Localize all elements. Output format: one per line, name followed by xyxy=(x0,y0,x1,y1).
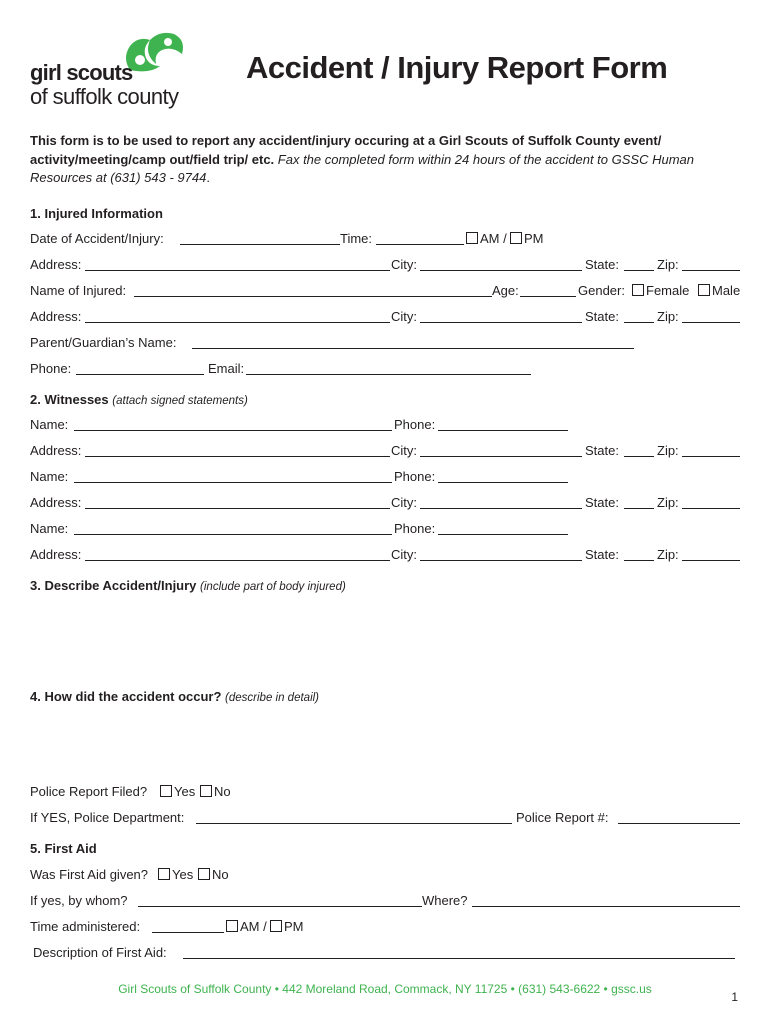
logo-line-1: girl scouts xyxy=(30,60,133,85)
witness-name-label: Name: xyxy=(30,417,69,432)
section-2-note: (attach signed statements) xyxy=(112,395,248,407)
witness-state-label: State: xyxy=(585,443,619,458)
first-aid-yes-checkbox[interactable] xyxy=(158,868,170,880)
witness-zip-field[interactable] xyxy=(682,443,740,457)
witness-city-field[interactable] xyxy=(420,547,582,561)
name-injured-label: Name of Injured: xyxy=(30,283,127,298)
intro-italic: Fax the completed form within 24 hours of the accident to GSSC Human Resources at (631) 543 - 9744 xyxy=(30,151,694,185)
email-label: Email: xyxy=(208,361,245,376)
time-label: Time: xyxy=(340,231,373,246)
state-field[interactable] xyxy=(624,257,654,271)
first-aid-yes-option[interactable] xyxy=(158,867,193,882)
police-report-question: Police Report Filed? xyxy=(30,784,148,799)
section-1-heading: 1. Injured Information xyxy=(30,206,163,221)
intro-text xyxy=(30,132,742,188)
witness-name-field[interactable] xyxy=(74,521,392,535)
date-field[interactable] xyxy=(180,231,340,245)
witness-phone-field[interactable] xyxy=(438,469,568,483)
zip-label: Zip: xyxy=(657,309,679,324)
intro-bold: This form is to be used to report any accident/injury occuring at a Girl Scouts of Suffolk County event/ activity/meeting/camp out/field trip/ etc. xyxy=(30,133,662,167)
where-label: Where? xyxy=(422,893,468,908)
witness-zip-field[interactable] xyxy=(682,495,740,509)
first-aid-yes-label: Yes xyxy=(172,867,194,882)
witness-state-field[interactable] xyxy=(624,443,654,457)
witness-address-field[interactable] xyxy=(85,495,390,509)
female-checkbox[interactable] xyxy=(632,284,644,296)
witness-name-field[interactable] xyxy=(74,469,392,483)
witness-city-label: City: xyxy=(391,547,417,562)
page-number: 1 xyxy=(731,990,738,1004)
parent-field[interactable] xyxy=(192,335,634,349)
pm-label: PM xyxy=(524,231,544,246)
section-4-note: (describe in detail) xyxy=(225,692,320,704)
city-label: City: xyxy=(391,257,417,272)
first-aid-no-checkbox[interactable] xyxy=(198,868,210,880)
witness-name-label: Name: xyxy=(30,521,69,536)
witness-address-label: Address: xyxy=(30,495,82,510)
age-field[interactable] xyxy=(520,283,576,297)
by-whom-field[interactable] xyxy=(138,893,422,907)
where-field[interactable] xyxy=(472,893,740,907)
description-first-aid-label: Description of First Aid: xyxy=(33,945,167,960)
zip-field[interactable] xyxy=(682,257,740,271)
male-option[interactable] xyxy=(698,283,740,298)
email-field[interactable] xyxy=(246,361,531,375)
witness-city-label: City: xyxy=(391,443,417,458)
time-field[interactable] xyxy=(376,231,464,245)
time-administered-label: Time administered: xyxy=(30,919,141,934)
witness-phone-label: Phone: xyxy=(394,469,436,484)
section-3-heading xyxy=(30,578,346,593)
pm-checkbox[interactable] xyxy=(510,232,522,244)
address-label: Address: xyxy=(30,309,82,324)
section-5-heading: 5. First Aid xyxy=(30,841,97,856)
zip-field[interactable] xyxy=(682,309,740,323)
aid-pm-label: PM xyxy=(284,919,304,934)
witness-zip-label: Zip: xyxy=(657,495,679,510)
witness-state-field[interactable] xyxy=(624,547,654,561)
section-3-note: (include part of body injured) xyxy=(200,581,346,593)
witness-zip-field[interactable] xyxy=(682,547,740,561)
male-checkbox[interactable] xyxy=(698,284,710,296)
page-title: Accident / Injury Report Form xyxy=(246,50,668,85)
witness-state-label: State: xyxy=(585,495,619,510)
state-field[interactable] xyxy=(624,309,654,323)
parent-label: Parent/Guardian’s Name: xyxy=(30,335,177,350)
female-label: Female xyxy=(646,283,690,298)
police-yes-option[interactable] xyxy=(160,784,195,799)
intro-end: . xyxy=(206,170,210,185)
city-field[interactable] xyxy=(420,257,582,271)
phone-field[interactable] xyxy=(76,361,204,375)
police-no-option[interactable] xyxy=(200,784,231,799)
witness-address-label: Address: xyxy=(30,443,82,458)
witness-address-field[interactable] xyxy=(85,443,390,457)
address-field[interactable] xyxy=(85,257,390,271)
aid-am-checkbox[interactable] xyxy=(226,920,238,932)
witness-zip-label: Zip: xyxy=(657,547,679,562)
city-label: City: xyxy=(391,309,417,324)
witness-state-label: State: xyxy=(585,547,619,562)
address-label: Address: xyxy=(30,257,82,272)
witness-name-label: Name: xyxy=(30,469,69,484)
logo xyxy=(28,30,213,110)
description-first-aid-field[interactable] xyxy=(183,945,735,959)
zip-label: Zip: xyxy=(657,257,679,272)
section-3-title: 3. Describe Accident/Injury xyxy=(30,578,197,593)
logo-line-2: of suffolk county xyxy=(30,84,179,109)
time-administered-field[interactable] xyxy=(152,919,224,933)
am-option[interactable] xyxy=(466,231,507,246)
city-field[interactable] xyxy=(420,309,582,323)
witness-phone-label: Phone: xyxy=(394,521,436,536)
witness-address-field[interactable] xyxy=(85,547,390,561)
first-aid-no-option[interactable] xyxy=(198,867,229,882)
witness-city-field[interactable] xyxy=(420,495,582,509)
date-label: Date of Accident/Injury: xyxy=(30,231,164,246)
witness-name-field[interactable] xyxy=(74,417,392,431)
footer-contact: Girl Scouts of Suffolk County • 442 Moreland Road, Commack, NY 11725 • (631) 543-6622 • gssc.us xyxy=(118,982,652,996)
section-4-title: 4. How did the accident occur? xyxy=(30,689,222,704)
witness-phone-field[interactable] xyxy=(438,521,568,535)
gender-label: Gender: xyxy=(578,283,625,298)
state-label: State: xyxy=(585,257,619,272)
name-injured-field[interactable] xyxy=(134,283,492,297)
age-label: Age: xyxy=(492,283,519,298)
section-2-title: 2. Witnesses xyxy=(30,392,109,407)
witness-state-field[interactable] xyxy=(624,495,654,509)
state-label: State: xyxy=(585,309,619,324)
am-checkbox[interactable] xyxy=(466,232,478,244)
by-whom-label: If yes, by whom? xyxy=(30,893,128,908)
witness-city-field[interactable] xyxy=(420,443,582,457)
address-field[interactable] xyxy=(85,309,390,323)
witness-phone-field[interactable] xyxy=(438,417,568,431)
first-aid-no-label: No xyxy=(212,867,229,882)
witness-phone-label: Phone: xyxy=(394,417,436,432)
phone-label: Phone: xyxy=(30,361,72,376)
aid-am-option[interactable] xyxy=(226,919,267,934)
police-no-label: No xyxy=(214,784,231,799)
first-aid-question: Was First Aid given? xyxy=(30,867,149,882)
police-no-checkbox[interactable] xyxy=(200,785,212,797)
aid-pm-option[interactable] xyxy=(270,919,304,934)
police-yes-label: Yes xyxy=(174,784,196,799)
witness-city-label: City: xyxy=(391,495,417,510)
witness-zip-label: Zip: xyxy=(657,443,679,458)
pm-option[interactable] xyxy=(510,231,544,246)
am-label: AM / xyxy=(480,231,507,246)
section-4-heading xyxy=(30,689,319,704)
aid-pm-checkbox[interactable] xyxy=(270,920,282,932)
male-label: Male xyxy=(712,283,741,298)
police-dept-label: If YES, Police Department: xyxy=(30,810,185,825)
aid-am-label: AM / xyxy=(240,919,267,934)
witness-address-label: Address: xyxy=(30,547,82,562)
section-2-heading xyxy=(30,392,248,407)
police-yes-checkbox[interactable] xyxy=(160,785,172,797)
police-number-field[interactable] xyxy=(618,810,740,824)
police-dept-field[interactable] xyxy=(196,810,512,824)
female-option[interactable] xyxy=(632,283,689,298)
police-number-label: Police Report #: xyxy=(516,810,609,825)
